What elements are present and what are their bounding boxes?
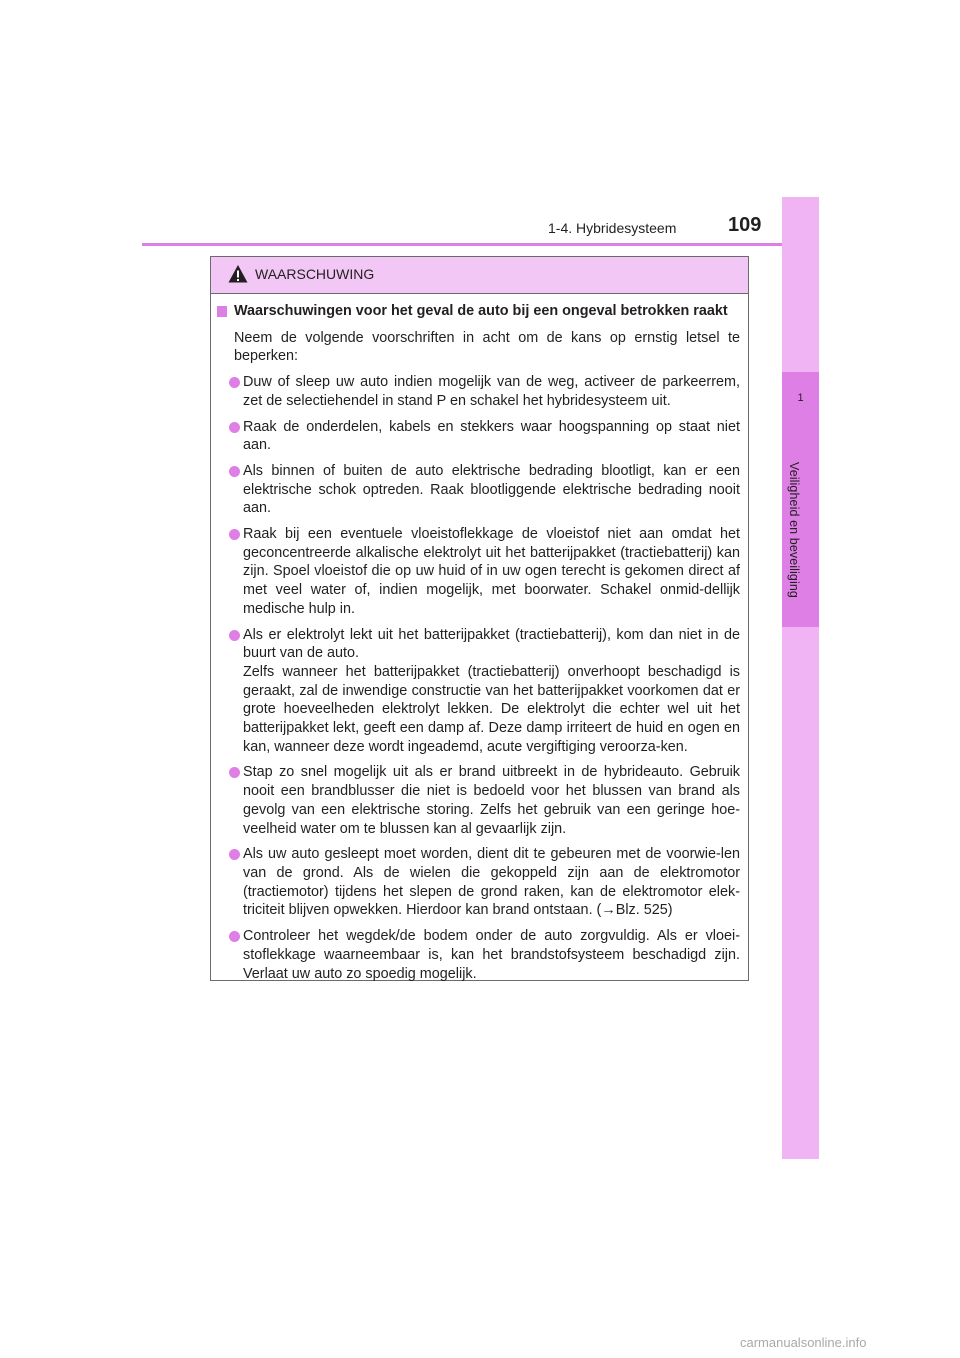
round-bullet-icon [229, 529, 240, 540]
list-item-text: Raak bij een eventuele vloeistoflekkage de vloeistof niet aan omdat het geconcentreerde alkalische elektrolyt uit het batterijpakket (tractiebatterij) kan zijn. Spoel vloeistof die op uw huid of in uw ogen terecht is gekomen direct af met veel water of, indien mogelijk, met boorwater. Schakel onmid-dellijk medische hulp in. [243, 526, 740, 617]
page-number: 109 [728, 214, 762, 236]
round-bullet-icon [229, 630, 240, 641]
list-item-text: Als binnen of buiten de auto elektrische bedrading blootligt, kan er een elektrische schok optreden. Raak blootliggende elektrische bedrading nooit aan. [243, 462, 740, 517]
warning-label: WAARSCHUWING [255, 266, 375, 282]
list-item [217, 845, 740, 920]
list-item-text: Duw of sleep uw auto indien mogelijk van de weg, activeer de parkeerrem, zet de selectiehendel in stand P en schakel het hybridesysteem uit. [243, 374, 740, 409]
warning-body [211, 294, 748, 983]
list-item [217, 763, 740, 838]
warning-intro: Neem de volgende voorschriften in acht om de kans op ernstig letsel te beperken: [234, 329, 740, 365]
square-bullet-icon [217, 306, 227, 317]
warning-title-text: Waarschuwingen voor het geval de auto bij een ongeval betrokken raakt [234, 303, 728, 319]
chapter-marker [782, 372, 819, 627]
chapter-number: 1 [797, 392, 804, 404]
round-bullet-icon [229, 767, 240, 778]
list-item [217, 927, 740, 983]
list-item-text: Controleer het wegdek/de bodem onder de auto zorgvuldig. Als er vloei-stoflekkage waarneembaar is, kan het brandstofsysteem beschadigd zijn. Verlaat uw auto zo spoedig mogelijk. [243, 928, 740, 982]
list-item [217, 462, 740, 518]
list-item [217, 418, 740, 455]
list-item [217, 525, 740, 619]
list-item-text: Als er elektrolyt lekt uit het batterijpakket (tractiebatterij), kom dan niet in de buurt van de auto. [243, 626, 740, 662]
round-bullet-icon [229, 931, 240, 942]
warning-title [217, 302, 740, 321]
chapter-title: Veiligheid en beveiliging [787, 462, 801, 598]
list-item-text: Stap zo snel mogelijk uit als er brand uitbreekt in de hybrideauto. Gebruik nooit een brandblusser die niet is bedoeld voor het blussen van brand als gevolg van een elektrische storing. Zelfs het gebruik van een geringe hoe-veelheid water om te blussen kan al gevaarlijk zijn. [243, 764, 740, 837]
section-title: 1-4. Hybridesysteem [548, 220, 677, 236]
list-item-text: Raak de onderdelen, kabels en stekkers waar hoogspanning op staat niet aan. [243, 418, 740, 454]
list-item [217, 626, 740, 757]
round-bullet-icon [229, 849, 240, 860]
watermark: carmanualsonline.info [740, 1335, 867, 1350]
round-bullet-icon [229, 466, 240, 477]
list-item-text: Als uw auto gesleept moet worden, dient dit te gebeuren met de voorwie-len van de grond. Als de wielen die gekoppeld zijn aan de elektromotor (tractiemotor) tijdens het slepen de grond raken, kan de elektromotor elek-triciteit blijven opwekken. Hierdoor kan brand ontstaan. (→Blz. 525) [243, 846, 740, 919]
warning-box [210, 256, 749, 981]
round-bullet-icon [229, 422, 240, 433]
warning-header [211, 257, 748, 294]
list-item [217, 373, 740, 410]
list-item-text-continued: Zelfs wanneer het batterijpakket (tractiebatterij) onverhoopt beschadigd is geraakt, zal de inwendige constructie van het batterijpakket voorkomen dat er grote hoeveelheden elektrolyt lekken. De elektrolyt die echter wel uit het batterijpakket lekt, geeft een damp af. Deze damp irriteert de huid en ogen en kan, wanneer deze wordt ingeademd, acute vergiftiging veroorza-ken. [243, 663, 740, 755]
round-bullet-icon [229, 377, 240, 388]
header-divider [142, 243, 819, 246]
warning-triangle-icon [228, 264, 248, 284]
chapter-side-tab [782, 197, 819, 1159]
